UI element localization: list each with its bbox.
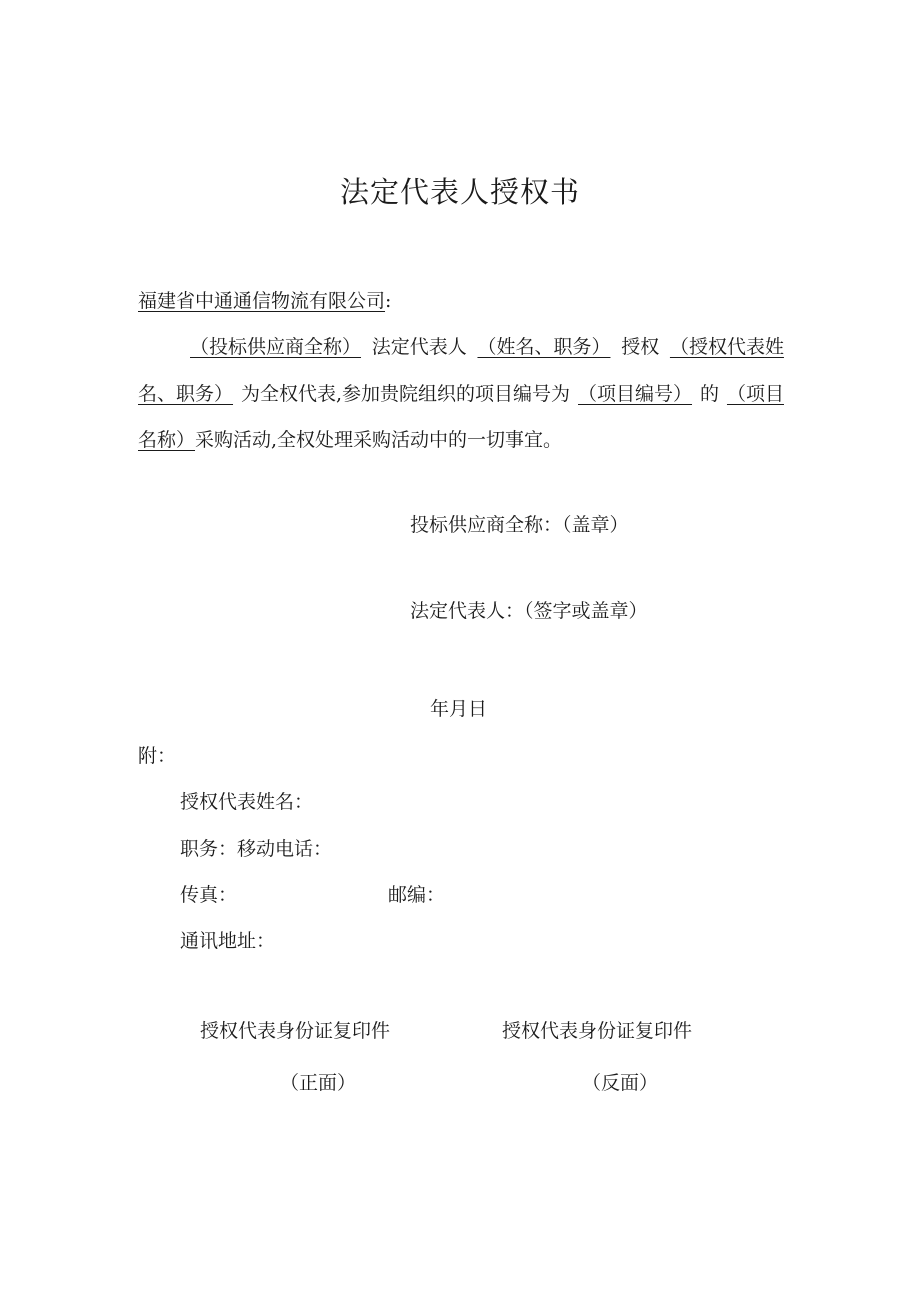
- postcode-field: 邮编：: [388, 884, 446, 906]
- address-field: 通讯地址：: [180, 930, 276, 952]
- position-mobile-field: 职务：移动电话：: [180, 838, 333, 860]
- para-text: 法定代表人: [371, 336, 467, 358]
- attachment-label: 附：: [138, 745, 177, 767]
- legal-rep-blank: （姓名、职务）: [477, 336, 611, 358]
- project-number-blank: （项目编号）: [578, 383, 693, 405]
- authorized-rep-blank: （授权代表姓: [669, 336, 784, 358]
- para-text: 授权: [621, 336, 660, 358]
- para-text: 采购活动,全权处理采购活动中的一切事宜。: [195, 429, 563, 451]
- rep-name-field: 授权代表姓名：: [180, 791, 314, 813]
- id-copy-back-side: （反面）: [582, 1072, 659, 1094]
- addressee-colon: :: [385, 290, 392, 312]
- supplier-seal-line: 投标供应商全称：（盖章）: [410, 514, 629, 536]
- date-line: 年月日: [430, 698, 488, 720]
- authorization-paragraph-line-2: [138, 379, 784, 406]
- legal-rep-signature-line: 法定代表人：（签字或盖章）: [410, 600, 648, 622]
- authorization-paragraph-line-1: [190, 332, 784, 359]
- project-name-blank: 名称）: [138, 429, 196, 451]
- authorized-rep-blank: 名、职务）: [138, 383, 234, 405]
- supplier-name-blank: （投标供应商全称）: [190, 336, 362, 358]
- para-text: 为全权代表,参加贵院组织的项目编号为: [240, 383, 571, 405]
- authorization-paragraph-line-3: [138, 425, 562, 452]
- para-text: 的: [699, 383, 719, 405]
- document-title: 法定代表人授权书: [339, 175, 580, 209]
- fax-field: 传真：: [180, 884, 238, 906]
- id-copy-front-title: 授权代表身份证复印件: [200, 1020, 391, 1042]
- id-copy-front-side: （正面）: [280, 1072, 357, 1094]
- addressee-name: 福建省中通通信物流有限公司: [138, 290, 386, 312]
- id-copy-back-title: 授权代表身份证复印件: [502, 1020, 693, 1042]
- project-name-blank: （项目: [726, 383, 784, 405]
- addressee: [138, 286, 391, 313]
